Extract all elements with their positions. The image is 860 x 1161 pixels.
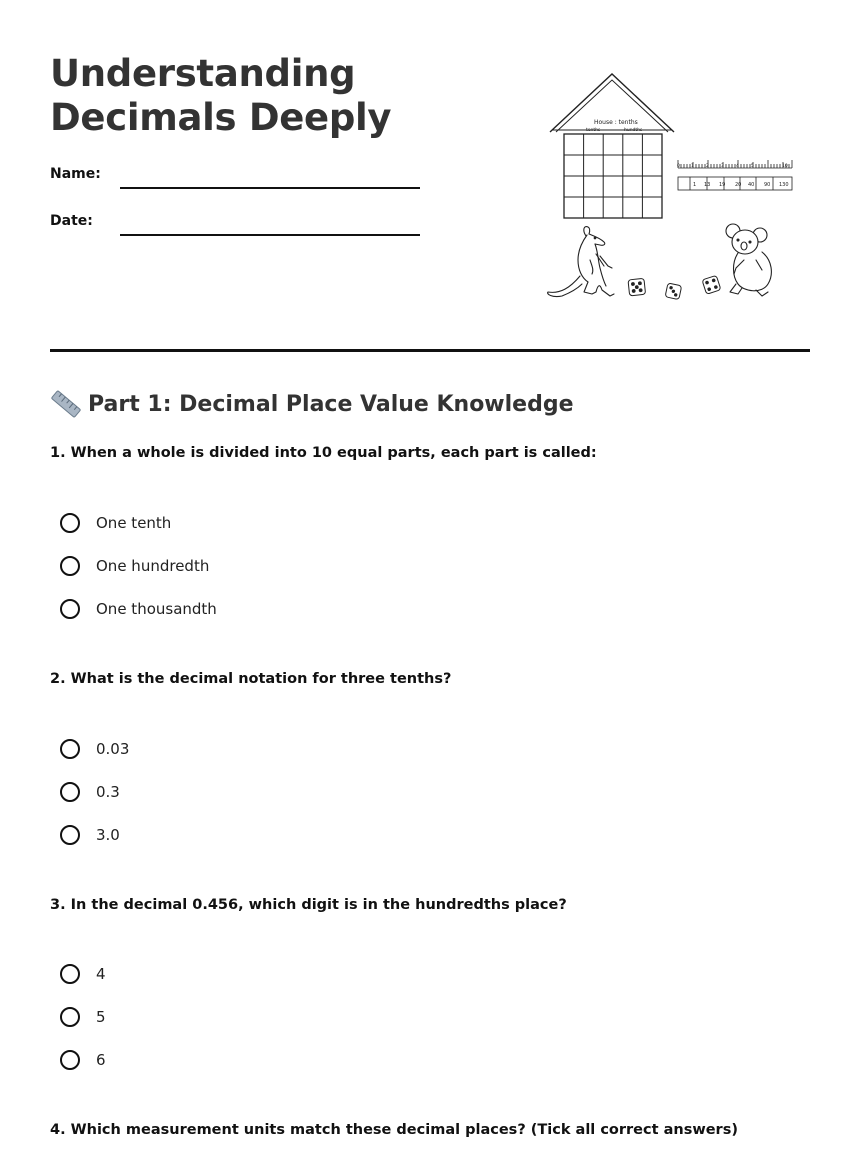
ruler-tick-5: 5 [751,164,754,169]
question-1: 1. When a whole is divided into 10 equal parts, each part is called: [50,445,597,461]
number-box-5: 40 [748,182,755,188]
number-box-1: 1 [693,182,697,188]
option-label: 0.03 [96,740,130,758]
number-box-7: 130 [779,182,789,188]
date-label: Date: [50,213,93,229]
q3-option-2[interactable] [60,1004,106,1030]
part1-heading [50,388,574,420]
decimal-illustration [540,70,800,310]
option-label: 3.0 [96,826,120,844]
q2-option-2[interactable] [60,779,120,805]
dice-icon [628,275,721,299]
radio-button[interactable] [60,782,80,802]
ruler-tick-0: 0 [677,164,680,169]
q1-option-3[interactable] [60,596,217,622]
radio-button[interactable] [60,825,80,845]
q1-option-1[interactable] [60,510,171,536]
question-3: 3. In the decimal 0.456, which digit is in the hundredths place? [50,897,567,913]
option-label: 6 [96,1051,106,1069]
option-label: One thousandth [96,600,217,618]
date-field[interactable] [120,234,420,236]
house-col-right: hundths [624,128,643,133]
number-box-3: 19 [719,182,726,188]
name-field[interactable] [120,187,420,189]
radio-button[interactable] [60,599,80,619]
q3-option-3[interactable] [60,1047,106,1073]
worksheet-title: Understanding Decimals Deeply [50,52,392,139]
mini-ruler [678,160,792,168]
radio-button[interactable] [60,739,80,759]
option-label: 5 [96,1008,106,1026]
radio-button[interactable] [60,1007,80,1027]
question-4: 4. Which measurement units match these decimal places? (Tick all correct answers) [50,1122,738,1138]
ruler-tick-3: 3 [721,164,724,169]
q1-option-2[interactable] [60,553,209,579]
part1-title: Part 1: Decimal Place Value Knowledge [88,391,574,417]
radio-button[interactable] [60,513,80,533]
q3-option-1[interactable] [60,961,106,987]
radio-button[interactable] [60,1050,80,1070]
option-label: One hundredth [96,557,210,575]
question-2: 2. What is the decimal notation for three tenths? [50,671,452,687]
house-col-left: tenths [586,128,601,133]
name-label: Name: [50,166,101,182]
radio-button[interactable] [60,964,80,984]
koala-icon [726,224,771,296]
number-box-2: 13 [704,182,711,188]
house-label: House : tenths [594,119,638,126]
ruler-tick-2: 2 [706,164,709,169]
q2-option-1[interactable] [60,736,129,762]
place-value-house [550,74,674,218]
header-divider [50,349,810,352]
ruler-icon [50,388,82,420]
number-box-4: 20 [735,182,742,188]
q2-option-3[interactable] [60,822,120,848]
number-box-6: 90 [764,182,771,188]
option-label: 0.3 [96,783,120,801]
option-label: One tenth [96,514,172,532]
ruler-tick-10: 10 [782,164,788,169]
kangaroo-icon [548,227,614,297]
ruler-tick-1: 1 [691,164,694,169]
option-label: 4 [96,965,106,983]
radio-button[interactable] [60,556,80,576]
ruler-tick-4: 4 [736,164,739,169]
